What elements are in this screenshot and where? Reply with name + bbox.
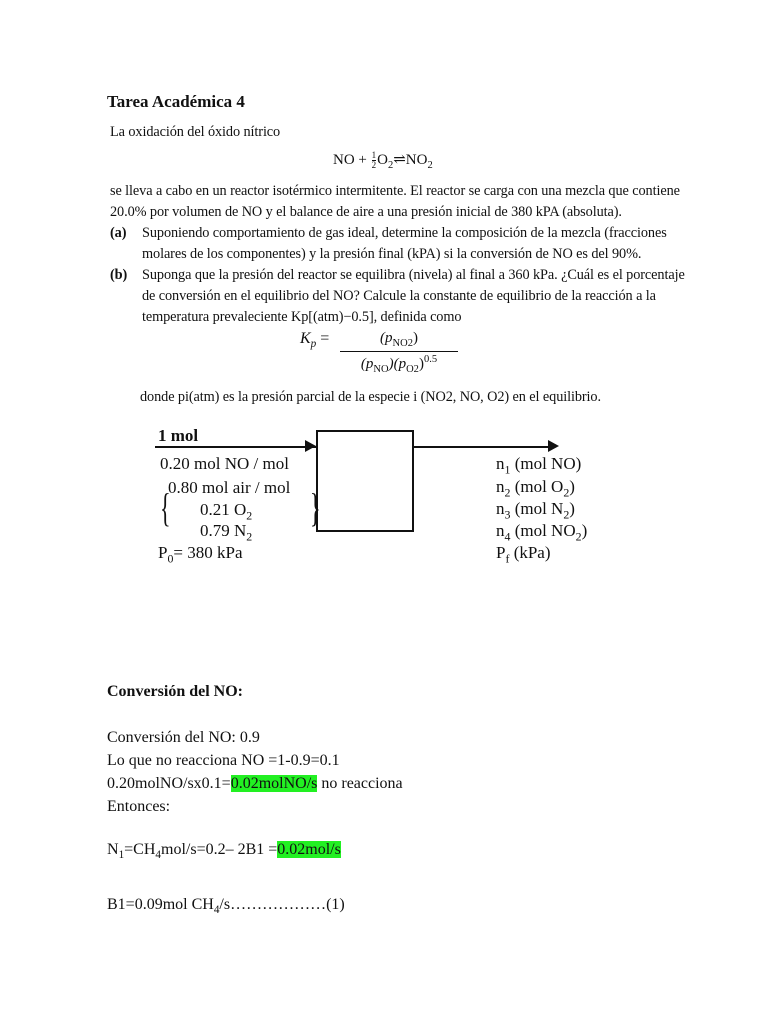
inlet-air: 0.80 mol air / mol xyxy=(168,478,291,497)
kp-lhs: $K_p$ = xyxy=(300,330,330,351)
inlet-total: 1 mol xyxy=(158,426,199,445)
highlight-result: 0.02molNO/s xyxy=(230,775,318,792)
eq-right: NO xyxy=(405,152,428,168)
left-brace-icon: { xyxy=(160,485,171,530)
line-b1: B1=0.09mol $CH_4/s\dots\dots\dots\dots\dots\dots(1)$ xyxy=(107,896,345,917)
line-unreacted: Lo que no reacciona NO =1-0.9=0.1 xyxy=(107,752,340,769)
problem-paragraph: se lleva a cabo en un reactor isotérmico intermitente. El reactor se carga con una mezcla que contiene 20.0% por volumen de NO y el balance de aire a una presión inicial de 380 kPA (absoluta). xyxy=(110,183,680,220)
outlet-n3: $n_3$ (mol $N_2$) xyxy=(496,499,575,522)
donde-text: donde pi(atm) es la presión parcial de la especie i (NO2, NO, O2) en el equilibrio. xyxy=(140,389,601,405)
intro-text: La oxidación del óxido nítrico xyxy=(110,124,281,140)
line-n1: $N_1=CH_4mol/s=0.2-$ 2B1 =0.02mol/s xyxy=(107,841,341,862)
outlet-arrowhead-icon xyxy=(548,440,559,452)
line-calc: 0.20molNO/sx0.1=0.02molNO/s no reacciona xyxy=(107,775,403,792)
outlet-n1: $n_1$ (mol NO) xyxy=(496,454,582,477)
kp-fraction xyxy=(340,330,458,375)
reaction-equation: NO + $\frac{1}{2}$ $O_2\rightleftharpoons NO_2$ xyxy=(333,150,433,171)
outlet-n2: $n_2$ (mol $O_2$) xyxy=(496,477,575,500)
inlet-arrowhead-icon xyxy=(305,440,316,452)
eq-left: NO + xyxy=(333,152,371,168)
section-title: Conversión del NO: xyxy=(107,683,243,700)
outlet-n4: $n_4$ (mol $NO_2$) xyxy=(496,521,588,544)
inlet-pressure: $P_0= 380$ kPa xyxy=(158,543,243,566)
eq-fraction: $\frac{1}{2}$ xyxy=(371,150,377,171)
inlet-n2: 0.79 $N_2$ xyxy=(200,521,253,544)
kp-denominator: $(p_{NO})(p_{O2})^{0.5}$ xyxy=(360,354,438,375)
reactor-box xyxy=(316,430,414,532)
right-brace-icon: } xyxy=(310,485,321,530)
inlet-no: 0.20 mol NO / mol xyxy=(160,454,289,473)
highlight-n1: 0.02mol/s xyxy=(277,841,341,858)
inlet-o2: 0.21 $O_2$ xyxy=(200,500,253,523)
kp-numerator: $(p_{NO2})$ xyxy=(340,330,458,352)
eq-arrow: ⇌ xyxy=(393,152,406,168)
page-title: Tarea Académica 4 xyxy=(107,92,245,111)
line-conversion: Conversión del NO: 0.9 xyxy=(107,729,260,746)
outlet-arrow-line xyxy=(412,446,552,448)
outlet-pressure: $P_f$ (kPa) xyxy=(496,543,551,566)
line-entonces: Entonces: xyxy=(107,798,171,815)
eq-o2: O xyxy=(377,152,388,168)
